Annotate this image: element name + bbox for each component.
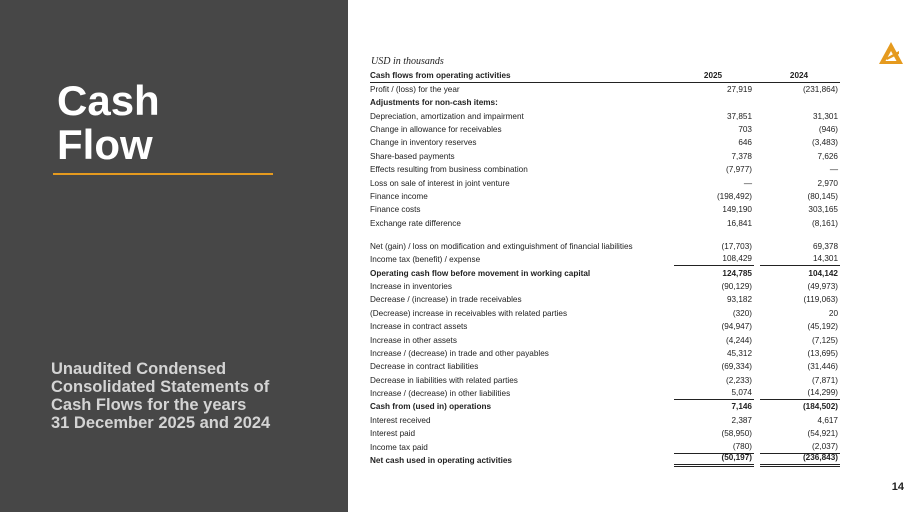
table-row: [370, 163, 840, 176]
table-row: [370, 136, 840, 149]
row-label: Decrease / (increase) in trade receivables: [370, 295, 522, 305]
value-2025: 27,919: [726, 84, 752, 94]
row-label: Net (gain) / loss on modification and extinguishment of financial liabilities: [370, 241, 633, 251]
table-row: [370, 427, 840, 440]
section-heading: Cash flows from operating activities: [370, 70, 511, 80]
value-2024: (7,871): [812, 375, 838, 385]
value-2025: 703: [738, 125, 752, 135]
row-label: Increase in other assets: [370, 335, 457, 345]
table-row: [370, 347, 840, 360]
table-row: [370, 190, 840, 203]
row-label: Adjustments for non-cash items:: [370, 98, 498, 108]
value-2025: 93,182: [726, 295, 752, 305]
value-2025: 37,851: [726, 111, 752, 121]
row-label: Increase / (decrease) in trade and other payables: [370, 348, 549, 358]
value-2024: [760, 108, 840, 109]
table-row: [370, 280, 840, 293]
table-row: [370, 83, 840, 96]
table-row: [370, 306, 840, 319]
row-label: Cash from (used in) operations: [370, 402, 492, 412]
value-2025: 16,841: [726, 218, 752, 228]
table-row: [370, 203, 840, 216]
value-2025: (94,947): [721, 322, 752, 332]
value-2024: 7,626: [817, 151, 838, 161]
table-row: [370, 253, 840, 266]
table-row: [370, 96, 840, 109]
value-2024: (45,192): [807, 322, 838, 332]
table-row: [370, 400, 840, 413]
table-row: [370, 123, 840, 136]
value-2024: (8,161): [812, 218, 838, 228]
value-2025: 5,074: [674, 388, 754, 400]
page-subtitle: [51, 360, 331, 432]
value-2024: (49,973): [807, 281, 838, 291]
column-header-2025: 2025: [703, 70, 723, 80]
row-label: (Decrease) increase in receivables with related parties: [370, 308, 568, 318]
table-row: [370, 373, 840, 386]
row-label: Change in inventory reserves: [370, 138, 477, 148]
subtitle-line: Unaudited Condensed: [51, 360, 227, 378]
value-2024: 4,617: [817, 415, 838, 425]
row-label: Income tax (benefit) / expense: [370, 255, 481, 265]
value-2025: —: [743, 178, 752, 188]
row-label: Profit / (loss) for the year: [370, 84, 460, 94]
value-2024: (236,843): [760, 453, 840, 467]
subtitle-line: Consolidated Statements of: [51, 378, 270, 396]
value-2024: (13,695): [807, 348, 838, 358]
table-row: [370, 176, 840, 189]
value-2024: 69,378: [812, 241, 838, 251]
table-row: [370, 216, 840, 229]
page-number: 14: [891, 481, 904, 493]
table-row: [370, 387, 840, 400]
row-label: Net cash used in operating activities: [370, 456, 512, 466]
value-2024: (3,483): [812, 138, 838, 148]
row-label: Operating cash flow before movement in working capital: [370, 268, 591, 278]
table-row: [370, 149, 840, 162]
value-2024: (946): [818, 125, 838, 135]
value-2024: (231,864): [802, 84, 838, 94]
subtitle-line: Cash Flows for the years: [51, 396, 247, 414]
value-2025: (320): [732, 308, 752, 318]
value-2024: (80,145): [807, 192, 838, 202]
value-2025: 45,312: [726, 348, 752, 358]
value-2025: (90,129): [721, 281, 752, 291]
table-row: [370, 266, 840, 279]
value-2025: (780): [674, 442, 754, 454]
value-2025: 149,190: [722, 205, 752, 215]
value-2024: (7,125): [812, 335, 838, 345]
value-2025: (69,334): [721, 362, 752, 372]
table-row: [370, 320, 840, 333]
value-2025: (7,977): [726, 165, 752, 175]
value-2024: 20: [828, 308, 838, 318]
title-line: Cash: [57, 77, 160, 124]
row-label: Decrease in contract liabilities: [370, 362, 479, 372]
table-row: [370, 109, 840, 122]
row-label: Exchange rate difference: [370, 218, 461, 228]
row-label: Loss on sale of interest in joint venture: [370, 178, 510, 188]
value-2025: 7,146: [731, 402, 752, 412]
value-2024: 104,142: [808, 268, 838, 278]
value-2025: 108,429: [674, 254, 754, 266]
value-2024: 31,301: [812, 111, 838, 121]
value-2025: [674, 108, 754, 109]
value-2025: 646: [738, 138, 752, 148]
table-row: [370, 360, 840, 373]
value-2025: (2,233): [726, 375, 752, 385]
value-2024: (54,921): [807, 429, 838, 439]
table-row: [370, 454, 840, 467]
table-row: [370, 293, 840, 306]
row-label: Finance costs: [370, 205, 421, 215]
table-row: [370, 333, 840, 346]
row-label: Increase / (decrease) in other liabilities: [370, 389, 511, 399]
row-label: Increase in contract assets: [370, 322, 468, 332]
table-body: [370, 83, 840, 468]
title-underline: [53, 173, 273, 175]
left-panel: [0, 0, 348, 512]
value-2025: (198,492): [716, 192, 752, 202]
row-label: Finance income: [370, 192, 428, 202]
value-2025: (17,703): [721, 241, 752, 251]
value-2024: 303,165: [808, 205, 838, 215]
row-label: Change in allowance for receivables: [370, 125, 502, 135]
value-2025: 7,378: [731, 151, 752, 161]
row-label: Effects resulting from business combination: [370, 165, 528, 175]
units-caption: USD in thousands: [371, 56, 444, 67]
value-2024: (184,502): [802, 402, 838, 412]
table-row: [370, 440, 840, 453]
title-line: Flow: [57, 121, 153, 168]
value-2024: 14,301: [760, 254, 840, 266]
row-label: Increase in inventories: [370, 281, 452, 291]
row-label: Interest paid: [370, 429, 416, 439]
value-2025: (58,950): [721, 429, 752, 439]
page-title: [57, 79, 160, 167]
value-2024: (2,037): [760, 442, 840, 454]
value-2024: 2,970: [817, 178, 838, 188]
row-label: Decrease in liabilities with related parties: [370, 375, 518, 385]
value-2024: (14,299): [760, 388, 840, 400]
column-header-2024: 2024: [789, 70, 809, 80]
value-2025: 2,387: [731, 415, 752, 425]
row-label: Income tax paid: [370, 442, 428, 452]
subtitle-line: 31 December 2025 and 2024: [51, 414, 271, 432]
value-2025: (4,244): [726, 335, 752, 345]
row-label: Interest received: [370, 415, 431, 425]
value-2025: 124,785: [722, 268, 752, 278]
value-2024: (31,446): [807, 362, 838, 372]
table-header: [370, 69, 840, 83]
value-2025: (50,197): [674, 453, 754, 467]
value-2024: (119,063): [803, 295, 838, 305]
row-label: Share-based payments: [370, 151, 455, 161]
table-row: [370, 413, 840, 426]
value-2024: —: [829, 165, 838, 175]
table-row: [370, 230, 840, 253]
cash-flow-table: [370, 69, 840, 467]
triangle-logo-icon: [878, 41, 904, 65]
row-label: Depreciation, amortization and impairment: [370, 111, 524, 121]
